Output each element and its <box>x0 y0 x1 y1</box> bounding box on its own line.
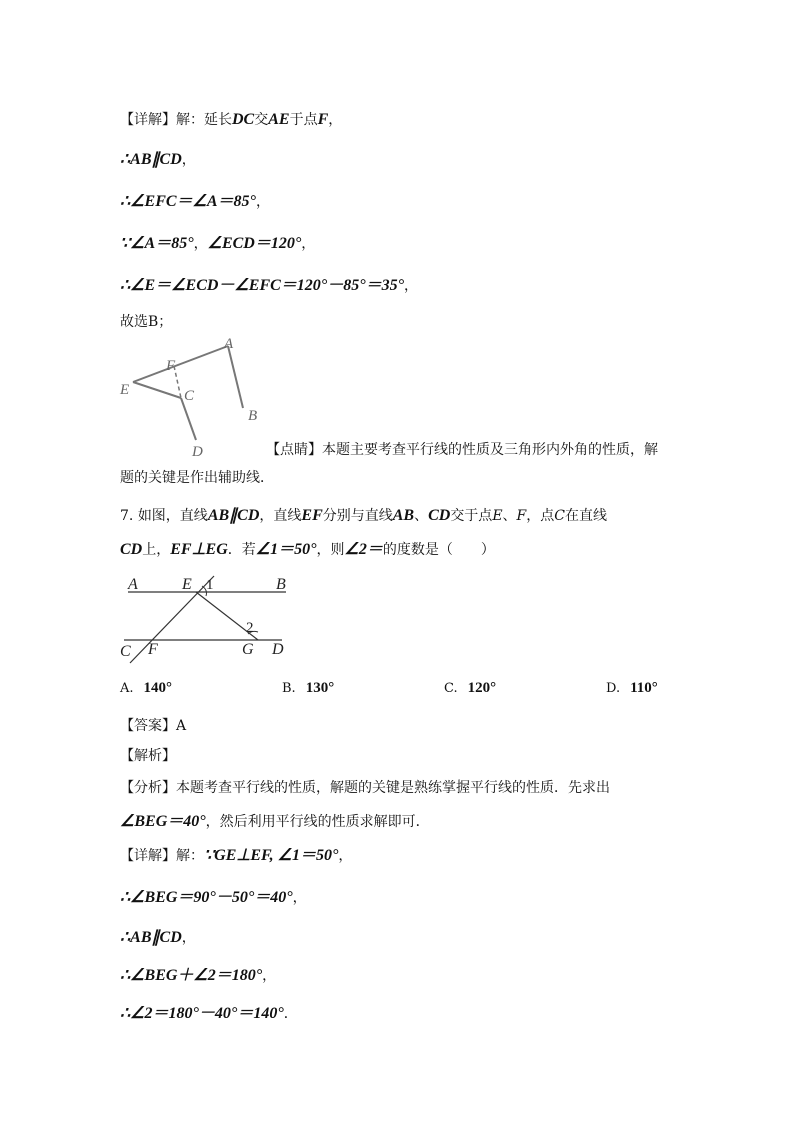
math: CD <box>120 541 143 558</box>
detail2-line3 <box>120 928 196 948</box>
detail2-line1 <box>120 846 352 866</box>
dianjing-line1: 【点睛】本题主要考查平行线的性质及三角形内外角的性质，解 <box>266 442 658 458</box>
option-b[interactable] <box>282 680 334 697</box>
math: AB <box>392 507 415 524</box>
option-value: 130° <box>305 680 335 696</box>
detail2-line4 <box>120 966 276 986</box>
q7-line1 <box>120 506 607 526</box>
point-e: E <box>492 508 503 524</box>
label-B: B <box>276 576 286 593</box>
text: ， <box>193 236 208 252</box>
text: 、 <box>414 508 429 524</box>
fenxi-line1: 【分析】本题考查平行线的性质，解题的关键是熟练掌握平行线的性质．先求出 <box>120 780 610 796</box>
q7-line2 <box>120 540 495 560</box>
text: 于点 <box>289 112 318 128</box>
label-A: A <box>128 576 138 593</box>
label-1: 1 <box>206 577 214 593</box>
option-value: 110° <box>630 680 658 696</box>
label-E: E <box>182 576 192 593</box>
text: ，直线 <box>259 508 302 524</box>
figure-2 <box>118 570 298 664</box>
label-G: G <box>242 641 254 658</box>
point-f: F <box>516 508 527 524</box>
detail1-line1 <box>120 110 342 130</box>
text: 分别与直线 <box>322 508 393 524</box>
math: DC <box>232 111 255 128</box>
label-C: C <box>120 643 131 660</box>
text: ， <box>255 194 270 210</box>
detail1-line3 <box>120 192 270 212</box>
text: 在直线 <box>564 508 607 524</box>
option-c[interactable] <box>444 680 496 697</box>
text: ，则 <box>316 542 345 558</box>
text: ， <box>292 890 307 906</box>
option-letter: A. <box>120 681 134 696</box>
text: 【详解】解： <box>120 848 204 864</box>
math: AB∥CD <box>207 507 260 524</box>
text: ， <box>328 112 343 128</box>
math: AE <box>268 111 290 128</box>
math: ∵∠A＝85° <box>120 235 194 252</box>
math: ∴AB∥CD <box>120 151 182 168</box>
detail1-line2 <box>120 150 196 170</box>
text: 、 <box>502 508 517 524</box>
text: 如图，直线 <box>137 508 208 524</box>
option-d[interactable] <box>606 680 658 697</box>
option-letter: B. <box>282 681 296 696</box>
text: ， <box>404 278 418 294</box>
text: ． <box>283 1006 298 1022</box>
figure-1 <box>118 336 258 460</box>
math: F <box>317 111 329 128</box>
math: ∠BEG＝40° <box>120 813 206 830</box>
question-number: 7. <box>120 508 134 524</box>
label-C: C <box>184 388 195 404</box>
label-F: F <box>148 641 158 658</box>
detail2-line2 <box>120 888 307 908</box>
text: 的度数是（ ） <box>382 542 495 558</box>
math: ∴∠E＝∠ECD－∠EFC＝120°－85°＝35° <box>120 277 404 294</box>
text: ．若 <box>227 542 256 558</box>
math: ∠2＝ <box>344 541 383 558</box>
math: ∵GE⊥EF, ∠1＝50° <box>204 847 339 864</box>
label-B: B <box>248 408 258 424</box>
dianjing-line2: 题的关键是作出辅助线． <box>120 470 274 486</box>
detail2-line5 <box>120 1004 298 1024</box>
text: 【详解】解：延长 <box>120 112 232 128</box>
math: ∴AB∥CD <box>120 929 182 946</box>
text: ，点 <box>526 508 555 524</box>
text: ， <box>262 968 277 984</box>
text: ， <box>181 930 196 946</box>
label-F: F <box>166 358 176 374</box>
text: 上， <box>142 542 171 558</box>
math: ∴∠BEG＋∠2＝180° <box>120 967 263 984</box>
math: ∠1＝50° <box>255 541 317 558</box>
math: EF <box>301 507 323 524</box>
option-letter: D. <box>606 681 621 696</box>
option-a[interactable] <box>120 680 172 697</box>
answer-line: 【答案】A <box>120 718 187 734</box>
detail1-line5 <box>120 276 418 296</box>
option-value: 140° <box>143 680 173 696</box>
detail1-line4 <box>120 234 315 254</box>
option-letter: C. <box>444 681 458 696</box>
text: ， <box>338 848 353 864</box>
jiexi-line: 【解析】 <box>120 748 176 764</box>
text: 交 <box>254 112 269 128</box>
fenxi-line2 <box>120 812 430 832</box>
text: ， <box>301 236 316 252</box>
math: EF⊥EG <box>170 541 228 558</box>
text: ， <box>181 152 196 168</box>
label-E: E <box>120 382 130 398</box>
label-2: 2 <box>246 620 254 636</box>
label-D: D <box>192 444 203 460</box>
choice-line: 故选B； <box>120 314 173 330</box>
math: ∴∠EFC＝∠A＝85° <box>120 193 256 210</box>
point-c: C <box>554 508 565 524</box>
math: ∴∠BEG＝90°－50°＝40° <box>120 889 293 906</box>
text: 交于点 <box>450 508 493 524</box>
math: ∠ECD＝120° <box>207 235 302 252</box>
option-value: 120° <box>467 680 497 696</box>
math: CD <box>428 507 451 524</box>
label-A: A <box>224 336 234 352</box>
math: ∴∠2＝180°－40°＝140° <box>120 1005 284 1022</box>
text: ，然后利用平行线的性质求解即可． <box>205 814 430 830</box>
label-D: D <box>272 641 284 658</box>
